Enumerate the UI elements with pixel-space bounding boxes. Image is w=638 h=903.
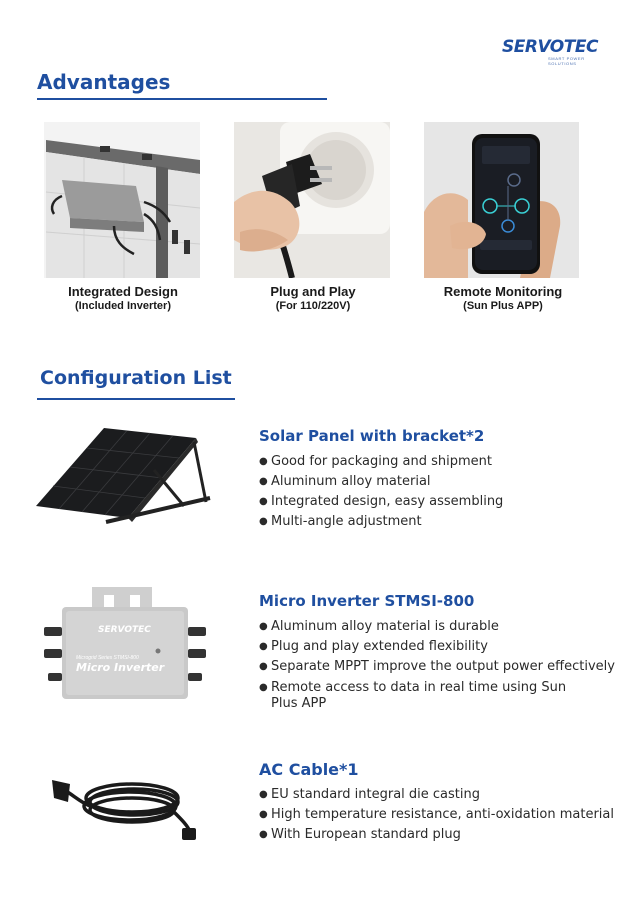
advantages-title: Advantages: [37, 70, 171, 94]
advantage-title: Integrated Design: [68, 284, 178, 299]
bullet-item: ● With European standard plug: [259, 825, 619, 845]
bullet-item: ● Multi-angle adjustment: [259, 512, 619, 532]
config-item-title: Solar Panel with bracket*2: [259, 427, 485, 445]
remote-monitoring-photo: [424, 122, 579, 278]
inverter-series-label: Microgrid Series STMSI-800: [76, 655, 139, 661]
logo-text: SERVOTEC: [502, 37, 598, 57]
ac-cable-image: [50, 762, 200, 844]
config-item-bullets: [259, 785, 619, 845]
advantages-underline: [37, 98, 327, 100]
advantage-subtitle: (For 110/220V): [275, 300, 351, 312]
bullet-item: ● Aluminum alloy material: [259, 472, 619, 492]
advantage-subtitle: (Sun Plus APP): [463, 300, 543, 312]
plug-and-play-photo: [234, 122, 390, 278]
config-item-bullets: [259, 452, 619, 532]
advantage-remote-monitoring: [418, 284, 588, 312]
micro-inverter-image: [40, 585, 210, 707]
bullet-item: ● Remote access to data in real time using Sun Plus APP: [259, 680, 589, 712]
advantage-subtitle: (Included Inverter): [75, 300, 171, 312]
logo-tagline: SMART POWER SOLUTIONS: [548, 56, 585, 66]
config-item-bullets: [259, 617, 619, 712]
bullet-item: ● Aluminum alloy material is durable: [259, 617, 619, 637]
inverter-name-label: Micro Inverter: [76, 661, 165, 674]
configuration-underline: [37, 398, 235, 400]
bullet-item: ● High temperature resistance, anti-oxidation material: [259, 805, 619, 825]
advantage-plug-and-play: [228, 284, 398, 312]
integrated-design-photo: [44, 122, 200, 278]
config-item-title: Micro Inverter STMSI-800: [259, 592, 475, 610]
advantage-title: Plug and Play: [270, 284, 356, 299]
bullet-item: ● Integrated design, easy assembling: [259, 492, 619, 512]
brand-logo: [502, 37, 602, 66]
advantage-integrated-design: [38, 284, 208, 312]
bullet-item: ● Good for packaging and shipment: [259, 452, 619, 472]
bullet-item: ● Separate MPPT improve the output power effectively: [259, 657, 619, 677]
bullet-item: ● Plug and play extended flexibility: [259, 637, 619, 657]
configuration-title: Configuration List: [40, 367, 232, 389]
advantage-title: Remote Monitoring: [443, 284, 563, 299]
inverter-brand-label: SERVOTEC: [98, 625, 151, 635]
config-item-title: AC Cable*1: [259, 760, 359, 779]
bullet-item: ● EU standard integral die casting: [259, 785, 619, 805]
solar-panel-image: [34, 420, 214, 532]
